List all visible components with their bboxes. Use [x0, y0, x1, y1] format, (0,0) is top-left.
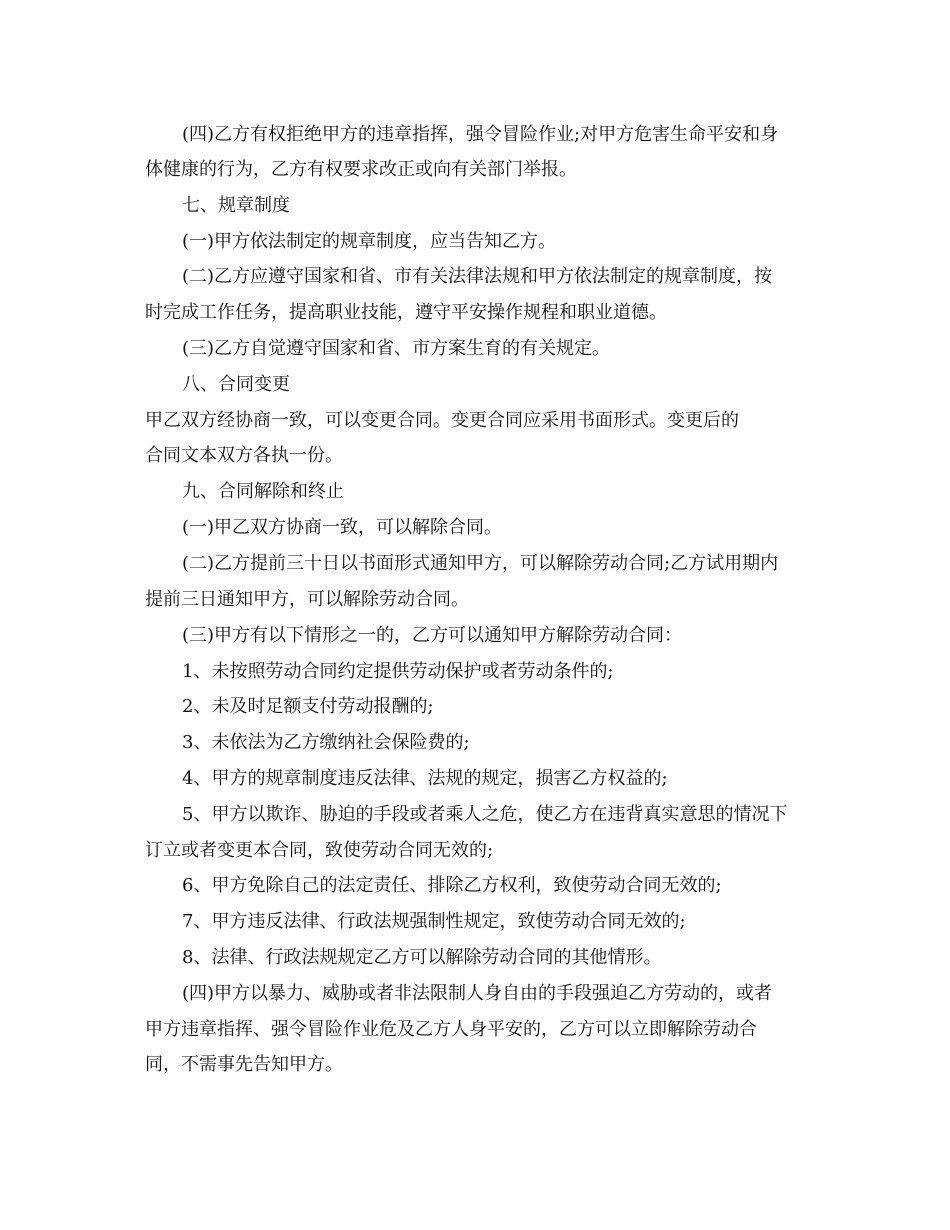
section-heading: 九、合同解除和终止	[182, 481, 344, 502]
paragraph-line: 合同文本双方各执一份。	[145, 445, 343, 466]
list-item: 6、甲方免除自己的法定责任、排除乙方权利，致使劳动合同无效的;	[182, 875, 722, 896]
paragraph-line: (二)乙方应遵守国家和省、市有关法律法规和甲方依法制定的规章制度，按	[182, 266, 773, 287]
list-item: 1、未按照劳动合同约定提供劳动保护或者劳动条件的;	[182, 661, 614, 682]
paragraph-line: (一)甲方依法制定的规章制度，应当告知乙方。	[182, 231, 557, 252]
list-item: 2、未及时足额支付劳动报酬的;	[182, 696, 434, 717]
paragraph-line: (三)乙方自觉遵守国家和省、市方案生育的有关规定。	[182, 338, 611, 359]
paragraph-line: (四)甲方以暴力、威胁或者非法限制人身自由的手段强迫乙方劳动的，或者	[182, 983, 773, 1004]
list-item: 5、甲方以欺诈、胁迫的手段或者乘人之危，使乙方在违背真实意思的情况下	[182, 804, 788, 825]
paragraph-line: 甲方违章指挥、强令冒险作业危及乙方人身平安的，乙方可以立即解除劳动合	[145, 1019, 757, 1040]
list-item: 7、甲方违反法律、行政法规强制性规定，致使劳动合同无效的;	[182, 911, 686, 932]
paragraph-line: (三)甲方有以下情形之一的，乙方可以通知甲方解除劳动合同：	[182, 625, 683, 646]
list-item: 4、甲方的规章制度违反法律、法规的规定，损害乙方权益的;	[182, 768, 668, 789]
paragraph-line: 时完成工作任务，提高职业技能，遵守平安操作规程和职业道德。	[145, 302, 667, 323]
paragraph-line: 同，不需事先告知甲方。	[145, 1054, 343, 1075]
section-heading: 七、规章制度	[182, 195, 290, 216]
list-item: 8、法律、行政法规规定乙方可以解除劳动合同的其他情形。	[182, 947, 662, 968]
paragraph-line: (二)乙方提前三十日以书面形式通知甲方，可以解除劳动合同;乙方试用期内	[182, 553, 779, 574]
list-item: 3、未依法为乙方缴纳社会保险费的;	[182, 732, 470, 753]
paragraph-line: (一)甲乙双方协商一致，可以解除合同。	[182, 517, 503, 538]
paragraph-line: 甲乙双方经协商一致，可以变更合同。变更合同应采用书面形式。变更后的	[145, 410, 739, 431]
paragraph-line: (四)乙方有权拒绝甲方的违章指挥，强令冒险作业;对甲方危害生命平安和身	[182, 124, 779, 145]
section-heading: 八、合同变更	[182, 374, 290, 395]
list-item: 订立或者变更本合同，致使劳动合同无效的;	[145, 840, 494, 861]
paragraph-line: 体健康的行为，乙方有权要求改正或向有关部门举报。	[145, 159, 577, 180]
paragraph-line: 提前三日通知甲方，可以解除劳动合同。	[145, 589, 469, 610]
